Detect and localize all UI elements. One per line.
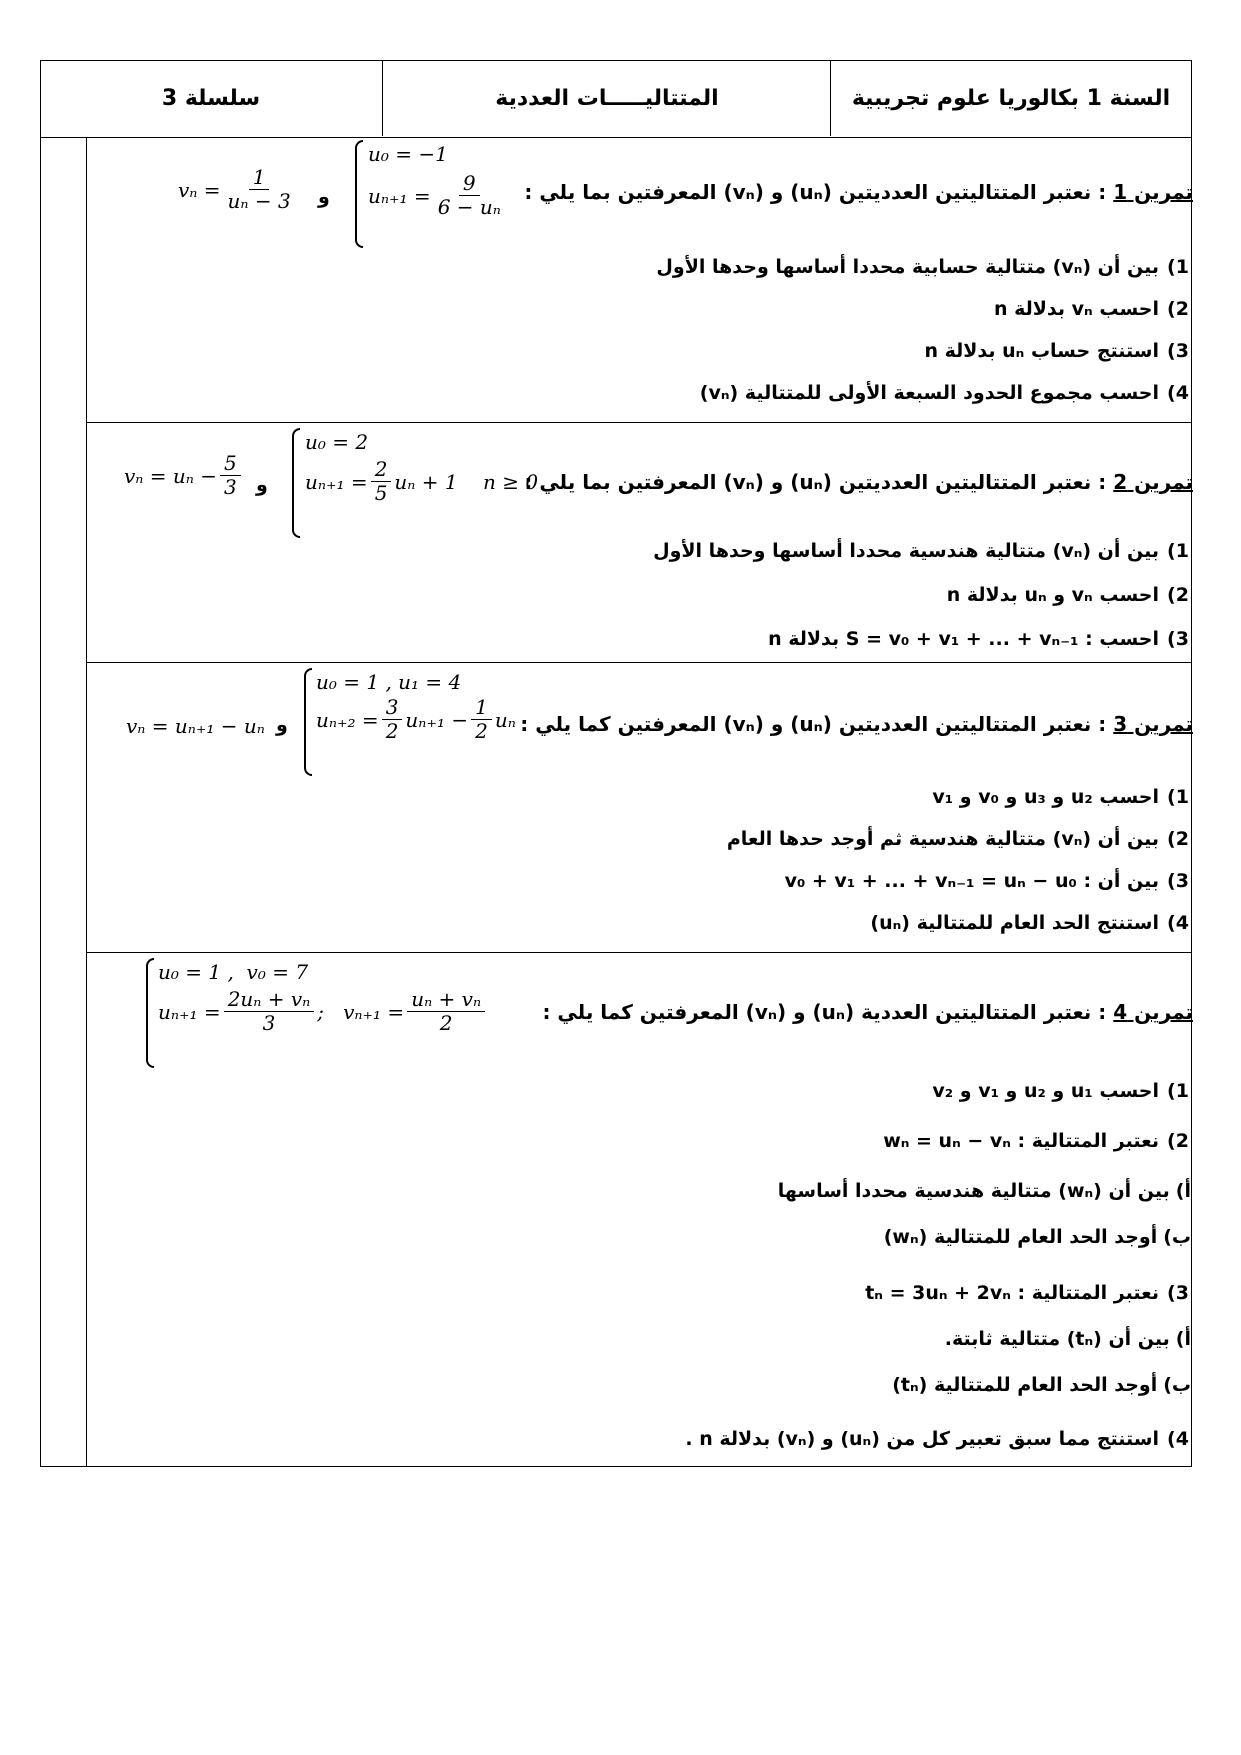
denominator: uₙ − 3 — [227, 189, 291, 213]
margin-line — [86, 137, 87, 1467]
system-line-2-end: uₙ — [494, 707, 516, 732]
system-line-2-mid: uₙ₊₁ − — [405, 707, 469, 732]
fraction — [224, 988, 315, 1035]
system-line-2-lhs: uₙ₊₂ = — [316, 707, 379, 732]
item-text: احسب vₙ بدلالة n — [993, 298, 1159, 320]
item-text: بين أن (vₙ) متتالية هندسية ثم أوجد حدها العام — [726, 828, 1159, 850]
item-number: 4) — [1167, 382, 1189, 404]
denominator: 5 — [374, 481, 388, 505]
ex4-item-4 — [685, 1428, 1189, 1450]
system-line-1: u₀ = 1 , v₀ = 7 — [158, 960, 309, 984]
exercise-intro: : نعتبر المتتاليتين العددية (uₙ) و (vₙ) المعرفتين كما يلي : — [542, 1000, 1107, 1024]
denominator: 6 − uₙ — [437, 195, 501, 219]
v-lhs: vₙ = — [178, 177, 221, 202]
item-text: بين أن (vₙ) متتالية حسابية محددا أساسها وحدها الأول — [656, 256, 1159, 278]
item-number: 1) — [1167, 540, 1189, 562]
exercise-separator — [86, 662, 1192, 663]
numerator: 1 — [249, 166, 270, 190]
and-word: و — [256, 474, 268, 496]
item-number: 3) — [1167, 1282, 1189, 1304]
fraction — [220, 452, 241, 499]
system-line-2-rest: uₙ + 1 n ≥ 0 — [394, 469, 539, 494]
system-brace — [355, 140, 363, 248]
and-word: و — [318, 186, 330, 208]
ex3-item-3 — [785, 870, 1189, 892]
system-line-2-lhs: uₙ₊₁ = — [158, 999, 221, 1024]
item-number: 1) — [1167, 1080, 1189, 1102]
ex4-subitem-3b — [892, 1374, 1191, 1396]
denominator: 2 — [385, 719, 399, 743]
ex3-system — [316, 670, 516, 743]
header-divider — [382, 60, 383, 136]
item-text: نعتبر المتتالية : wₙ = uₙ − vₙ — [883, 1130, 1159, 1152]
denominator: 2 — [475, 719, 488, 743]
item-text: احسب u₁ و u₂ و v₁ و v₂ — [932, 1080, 1159, 1102]
item-text: احسب vₙ و uₙ بدلالة n — [946, 584, 1159, 606]
denominator: 3 — [262, 1011, 276, 1035]
ex1-item-4 — [700, 382, 1189, 404]
subitem-mark: أ) — [1175, 1328, 1191, 1350]
system-line-2-lhs: uₙ₊₁ = — [368, 183, 431, 208]
subitem-mark: ب) — [1163, 1226, 1191, 1248]
numerator: uₙ + vₙ — [407, 988, 485, 1012]
numerator: 5 — [220, 452, 241, 476]
ex4-item-2 — [883, 1130, 1189, 1152]
system-line-1: u₀ = 1 , u₁ = 4 — [316, 670, 462, 694]
ex4-subitem-2a — [778, 1180, 1191, 1202]
exercise-label: تمرين 4 — [1113, 1000, 1193, 1024]
item-text: بين أن : v₀ + v₁ + ... + vₙ₋₁ = uₙ − u₀ — [784, 870, 1159, 892]
item-number: 3) — [1167, 340, 1189, 362]
item-text: نعتبر المتتالية : tₙ = 3uₙ + 2vₙ — [865, 1282, 1159, 1304]
item-number: 1) — [1167, 786, 1189, 808]
item-text: احسب مجموع الحدود السبعة الأولى للمتتالية (vₙ) — [699, 382, 1159, 404]
denominator: 2 — [439, 1011, 453, 1035]
exercise-separator — [86, 952, 1192, 953]
ex2-item-1 — [653, 540, 1189, 562]
system-brace — [292, 428, 300, 538]
system-line-2-sep: ; vₙ₊₁ = — [317, 999, 405, 1024]
header-topic: المتتاليـــــات العددية — [495, 85, 719, 111]
ex1-item-1 — [656, 256, 1189, 278]
item-number: 2) — [1167, 584, 1189, 606]
subitem-text: أوجد الحد العام للمتتالية (wₙ) — [883, 1226, 1158, 1248]
exercise-intro: : نعتبر المتتاليتين العدديتين (uₙ) و (vₙ) المعرفتين بما يلي : — [524, 180, 1107, 204]
ex1-item-2 — [994, 298, 1189, 320]
item-text: بين أن (vₙ) متتالية هندسية محددا أساسها وحدها الأول — [653, 540, 1159, 562]
ex3-item-4 — [870, 912, 1189, 934]
fraction — [382, 696, 403, 743]
ex2-item-2 — [947, 584, 1189, 606]
exercise-4-title — [542, 1000, 1193, 1024]
subitem-text: بين أن (tₙ) متتالية ثابتة. — [944, 1328, 1170, 1350]
item-number: 2) — [1167, 1130, 1189, 1152]
subitem-text: أوجد الحد العام للمتتالية (tₙ) — [892, 1374, 1158, 1396]
exercise-intro: : نعتبر المتتاليتين العدديتين (uₙ) و (vₙ) المعرفتين بما يلي : — [524, 470, 1107, 494]
subitem-mark: ب) — [1163, 1374, 1191, 1396]
ex3-item-1 — [932, 786, 1189, 808]
numerator: 9 — [459, 172, 480, 196]
system-line-1: u₀ = −1 — [368, 142, 448, 166]
and-word: و — [276, 714, 288, 736]
ex1-v-definition — [178, 166, 298, 213]
exercise-label: تمرين 2 — [1113, 470, 1193, 494]
header-series: سلسلة 3 — [161, 85, 261, 111]
ex2-system — [305, 430, 538, 505]
item-number: 3) — [1167, 628, 1189, 650]
fraction — [371, 458, 392, 505]
exercise-3-title — [520, 712, 1193, 736]
ex3-v-definition: vₙ = uₙ₊₁ − uₙ — [126, 714, 265, 738]
header-level: السنة 1 بكالوريا علوم تجريبية — [851, 85, 1171, 111]
item-text: احسب : S = v₀ + v₁ + ... + vₙ₋₁ بدلالة n — [768, 628, 1159, 650]
ex4-subitem-3a — [945, 1328, 1191, 1350]
ex1-item-3 — [924, 340, 1189, 362]
ex4-item-1 — [932, 1080, 1189, 1102]
exercise-label: تمرين 3 — [1113, 712, 1193, 736]
system-line-1: u₀ = 2 — [305, 430, 369, 454]
item-text: احسب u₂ و u₃ و v₀ و v₁ — [932, 786, 1159, 808]
ex1-system — [368, 142, 508, 219]
item-number: 4) — [1167, 1428, 1189, 1450]
fraction — [434, 172, 505, 219]
subitem-mark: أ) — [1175, 1180, 1191, 1202]
item-number: 3) — [1167, 870, 1189, 892]
fraction — [471, 696, 492, 743]
ex4-system — [158, 960, 488, 1035]
item-text: استنتج مما سبق تعبير كل من (uₙ) و (vₙ) بدلالة n . — [685, 1428, 1159, 1450]
item-number: 4) — [1167, 912, 1189, 934]
exercise-intro: : نعتبر المتتاليتين العدديتين (uₙ) و (vₙ) المعرفتين كما يلي : — [520, 712, 1107, 736]
exercise-label: تمرين 1 — [1113, 180, 1193, 204]
item-text: استنتج حساب uₙ بدلالة n — [924, 340, 1159, 362]
exercise-2-title — [524, 470, 1193, 494]
subitem-text: بين أن (wₙ) متتالية هندسية محددا أساسها — [777, 1180, 1170, 1202]
numerator: 2 — [371, 458, 392, 482]
numerator: 1 — [471, 696, 492, 720]
system-brace — [304, 668, 312, 776]
ex2-item-3 — [768, 628, 1189, 650]
item-number: 2) — [1167, 828, 1189, 850]
header-divider — [830, 60, 831, 136]
item-number: 1) — [1167, 256, 1189, 278]
ex3-item-2 — [727, 828, 1189, 850]
ex4-item-3 — [865, 1282, 1189, 1304]
item-number: 2) — [1167, 298, 1189, 320]
numerator: 2uₙ + vₙ — [224, 988, 315, 1012]
exercise-1-title — [524, 180, 1193, 204]
item-text: استنتج الحد العام للمتتالية (uₙ) — [870, 912, 1159, 934]
numerator: 3 — [382, 696, 403, 720]
ex4-subitem-2b — [884, 1226, 1191, 1248]
system-brace — [146, 958, 154, 1068]
ex2-v-definition — [124, 452, 244, 499]
fraction — [224, 166, 295, 213]
denominator: 3 — [223, 475, 237, 499]
system-line-2-lhs: uₙ₊₁ = — [305, 469, 368, 494]
v-lhs: vₙ = uₙ − — [124, 463, 217, 488]
exercise-separator — [86, 422, 1192, 423]
fraction — [407, 988, 485, 1035]
